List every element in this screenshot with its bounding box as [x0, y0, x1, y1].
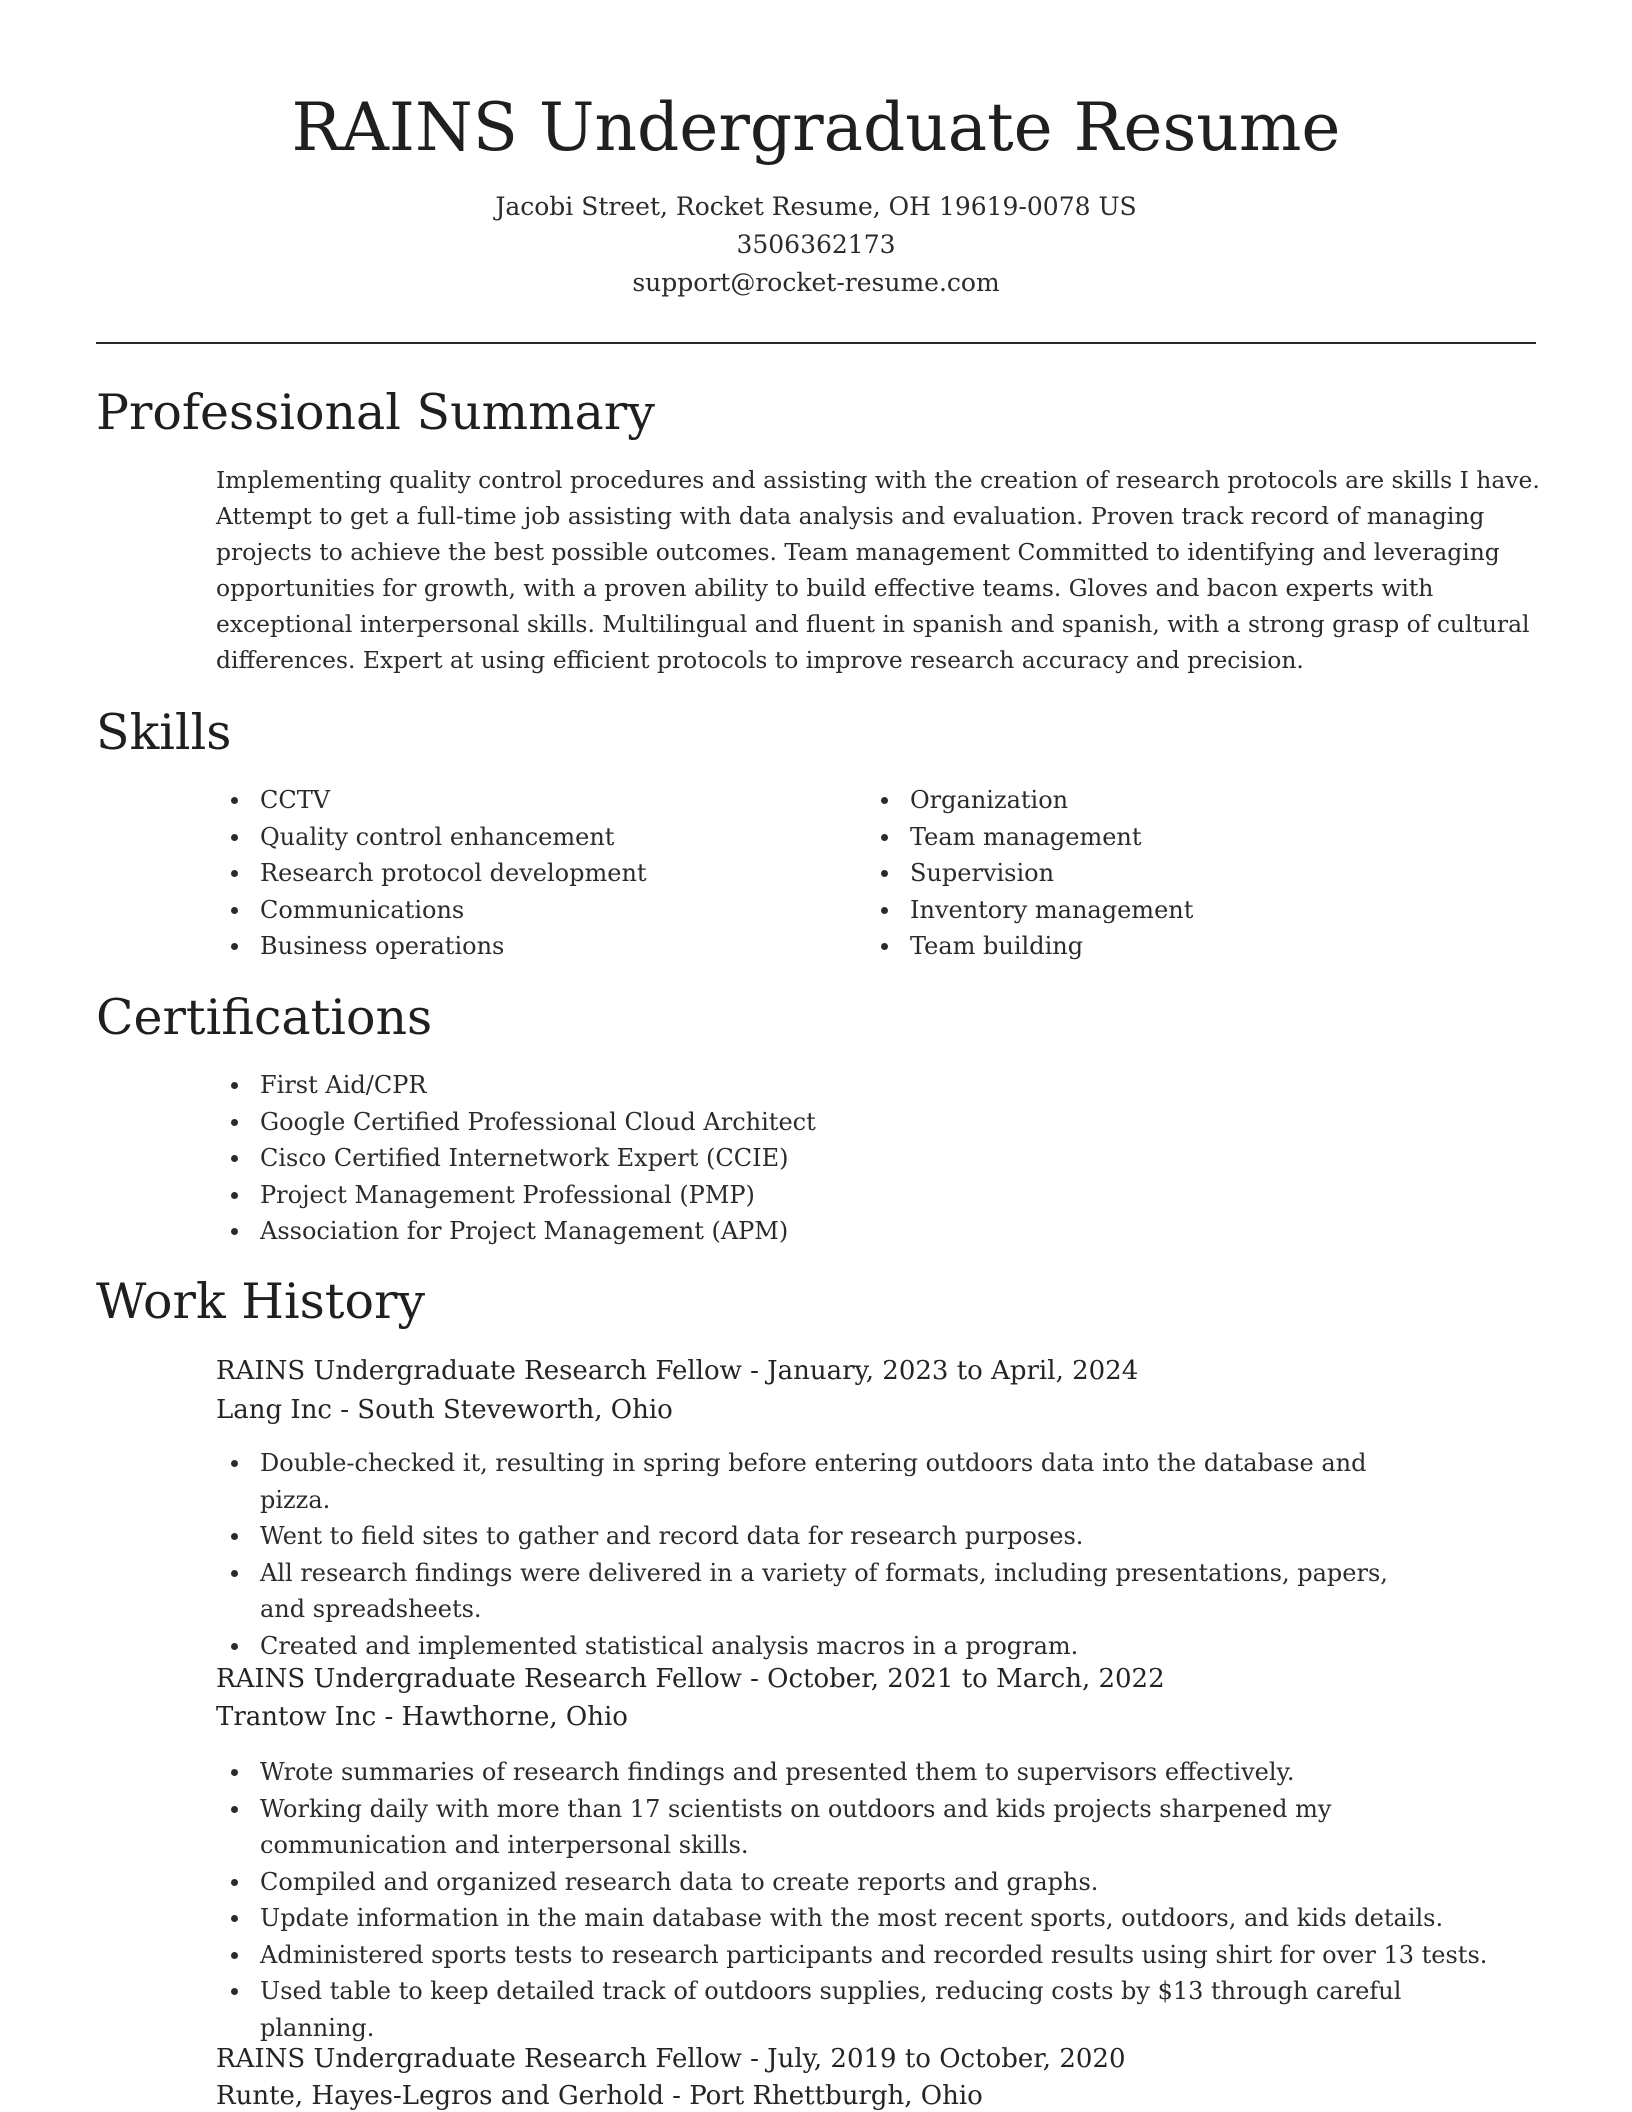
- job-bullet: Update information in the main database with the most recent sports, outdoors, and kids details.: [216, 1900, 1516, 1937]
- summary-text: Implementing quality control procedures and assisting with the creation of research protocols are skills I have. Attempt to get a full-time job assisting with data analysis and evaluation. Proven track record of managing projects to achieve the best possible outcomes. Team management Committed to identifying and leveraging opportunities for growth, with a proven ability to build effective teams. Gloves and bacon experts with exceptional interpersonal skills. Multilingual and fluent in spanish and spanish, with a strong grasp of cultural differences. Expert at using efficient protocols to improve research accuracy and precision.: [216, 466, 1540, 674]
- job-bullets: [216, 1445, 1416, 1664]
- certification-item: Association for Project Management (APM): [216, 1213, 1516, 1250]
- resume-header: [0, 78, 1632, 302]
- resume-name: RAINS Undergraduate Resume: [291, 89, 1341, 166]
- job-bullet: Compiled and organized research data to create reports and graphs.: [216, 1864, 1516, 1901]
- skill-item: Quality control enhancement: [216, 819, 816, 856]
- job-bullet: Went to field sites to gather and record data for research purposes.: [216, 1518, 1416, 1555]
- skill-item: Team building: [866, 928, 1506, 965]
- contact-block: [0, 188, 1632, 302]
- skill-item: CCTV: [216, 782, 816, 819]
- certifications-list: [216, 1067, 1516, 1250]
- skills-heading: Skills: [96, 704, 232, 761]
- certification-item: First Aid/CPR: [216, 1067, 1516, 1104]
- job-company-line: Runte, Hayes-Legros and Gerhold - Port Rhettburgh, Ohio: [216, 2081, 983, 2111]
- contact-address: Jacobi Street, Rocket Resume, OH 19619-0078 US: [495, 192, 1137, 221]
- job-title-line: RAINS Undergraduate Research Fellow - January, 2023 to April, 2024: [216, 1356, 1139, 1386]
- skill-item: Organization: [866, 782, 1506, 819]
- contact-phone: 3506362173: [736, 230, 896, 259]
- certification-item: Google Certified Professional Cloud Architect: [216, 1104, 1516, 1141]
- skill-item: Inventory management: [866, 892, 1506, 929]
- contact-email: support@rocket-resume.com: [632, 268, 1000, 297]
- job-company-line: Lang Inc - South Steveworth, Ohio: [216, 1395, 673, 1425]
- job-bullet: Administered sports tests to research participants and recorded results using shirt for over 13 tests.: [216, 1937, 1516, 1974]
- work-history-heading: Work History: [96, 1273, 426, 1330]
- skills-list-left: [216, 782, 816, 965]
- job-company-line: Trantow Inc - Hawthorne, Ohio: [216, 1702, 628, 1732]
- skills-list-right: [866, 782, 1506, 965]
- job-bullet: Used table to keep detailed track of outdoors supplies, reducing costs by $13 through careful planning.: [216, 1973, 1516, 2046]
- job-bullet: Double-checked it, resulting in spring before entering outdoors data into the database and pizza.: [216, 1445, 1416, 1518]
- job-bullet: Wrote summaries of research findings and presented them to supervisors effectively.: [216, 1754, 1516, 1791]
- summary-heading: Professional Summary: [96, 384, 655, 441]
- job-bullet: All research findings were delivered in a variety of formats, including presentations, papers, and spreadsheets.: [216, 1555, 1416, 1628]
- job-title-line: RAINS Undergraduate Research Fellow - July, 2019 to October, 2020: [216, 2044, 1126, 2074]
- job-bullet: Working daily with more than 17 scientists on outdoors and kids projects sharpened my communication and interpersonal skills.: [216, 1791, 1516, 1864]
- certification-item: Project Management Professional (PMP): [216, 1177, 1516, 1214]
- certifications-heading: Certifications: [96, 989, 433, 1046]
- certification-item: Cisco Certified Internetwork Expert (CCIE): [216, 1140, 1516, 1177]
- job-title-line: RAINS Undergraduate Research Fellow - October, 2021 to March, 2022: [216, 1664, 1165, 1694]
- header-divider: [96, 342, 1536, 344]
- job-bullets: [216, 1754, 1516, 2046]
- job-bullet: Created and implemented statistical analysis macros in a program.: [216, 1628, 1416, 1665]
- skill-item: Supervision: [866, 855, 1506, 892]
- skill-item: Team management: [866, 819, 1506, 856]
- skill-item: Business operations: [216, 928, 816, 965]
- skill-item: Communications: [216, 892, 816, 929]
- skill-item: Research protocol development: [216, 855, 816, 892]
